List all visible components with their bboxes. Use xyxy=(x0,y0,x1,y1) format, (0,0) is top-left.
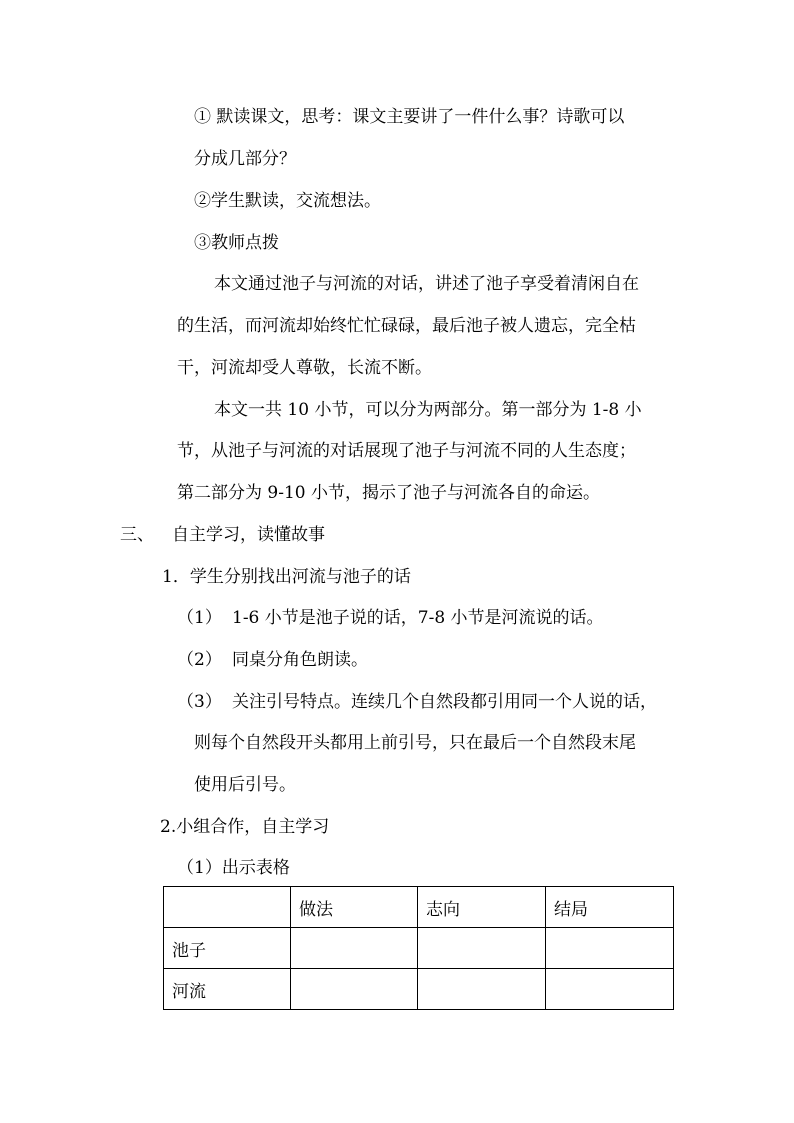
table-row-label: 河流 xyxy=(164,969,291,1010)
table-cell xyxy=(546,969,674,1010)
table-row xyxy=(164,969,674,1010)
para2-line1: 本文一共 10 小节，可以分为两部分。第一部分为 1-8 小 xyxy=(214,400,642,420)
item1-sub2-text: 同桌分角色朗读。 xyxy=(232,650,368,670)
table-cell xyxy=(291,928,418,969)
item2-sub1: （1）出示表格 xyxy=(177,858,290,878)
para1-line3: 干，河流却受人尊敬，长流不断。 xyxy=(177,358,432,378)
para2-line2: 节，从池子与河流的对话展现了池子与河流不同的人生态度； xyxy=(177,441,636,461)
table-header-cell: 结局 xyxy=(546,887,674,928)
item1-sub1-text: 1-6 小节是池子说的话，7-8 小节是河流说的话。 xyxy=(232,608,604,628)
table-header-cell: 志向 xyxy=(418,887,546,928)
step2: ②学生默读，交流想法。 xyxy=(194,191,381,211)
para1-line1: 本文通过池子与河流的对话，讲述了池子享受着清闲自在 xyxy=(214,274,639,294)
item1-sub3-number: （3） xyxy=(177,692,222,712)
para2-line3: 第二部分为 9-10 小节，揭示了池子与河流各自的命运。 xyxy=(177,483,600,503)
item1-sub3-cont2: 使用后引号。 xyxy=(194,775,296,795)
table-cell xyxy=(546,928,674,969)
item1-title: 1．学生分别找出河流与池子的话 xyxy=(162,567,411,587)
item1-sub3-text: 关注引号特点。连续几个自然段都引用同一个人说的话， xyxy=(232,692,657,712)
table-header-row xyxy=(164,887,674,928)
table-row xyxy=(164,928,674,969)
table-header-cell xyxy=(164,887,291,928)
item1-sub1-number: （1） xyxy=(177,608,222,628)
step1-line1: ① 默读课文，思考：课文主要讲了一件什么事？诗歌可以 xyxy=(194,107,625,127)
table-cell xyxy=(418,928,546,969)
item2-title: 2.小组合作，自主学习 xyxy=(160,817,330,837)
section3-number: 三、 xyxy=(120,525,154,545)
comparison-table xyxy=(163,886,674,1010)
table-cell xyxy=(291,969,418,1010)
step1-line2: 分成几部分？ xyxy=(194,149,296,169)
table-row-label: 池子 xyxy=(164,928,291,969)
table-cell xyxy=(418,969,546,1010)
table-header-cell: 做法 xyxy=(291,887,418,928)
step3: ③教师点拨 xyxy=(194,233,279,253)
para1-line2: 的生活，而河流却始终忙忙碌碌，最后池子被人遗忘，完全枯 xyxy=(177,316,636,336)
item1-sub3-cont1: 则每个自然段开头都用上前引号，只在最后一个自然段末尾 xyxy=(194,733,636,753)
item1-sub2-number: （2） xyxy=(177,650,222,670)
section3-title: 自主学习，读懂故事 xyxy=(172,525,325,545)
